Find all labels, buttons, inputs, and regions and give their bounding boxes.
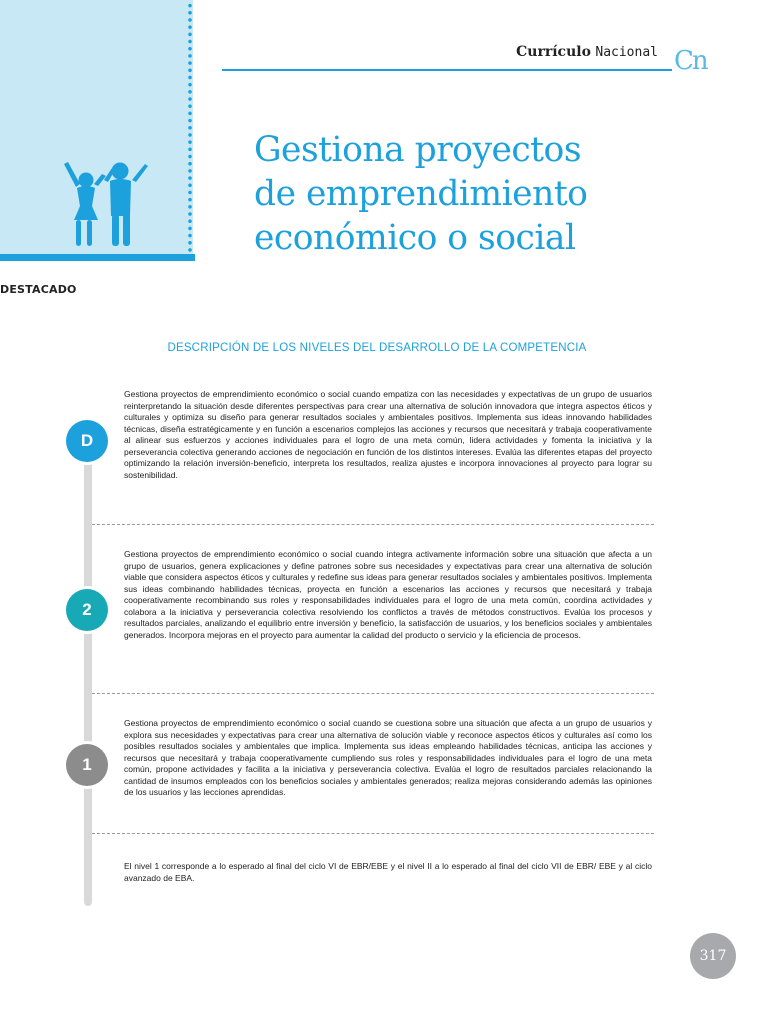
title-line-3: económico o social — [254, 218, 576, 258]
section-label: DESTACADO — [0, 283, 77, 296]
page-title — [254, 128, 724, 260]
panel-accent-bar — [0, 254, 195, 261]
level-badge-d: D — [66, 420, 108, 462]
dotted-border — [187, 2, 193, 254]
brand-title — [516, 44, 658, 60]
section-heading: DESCRIPCIÓN DE LOS NIVELES DEL DESARROLLO DE LA COMPETENCIA — [167, 342, 587, 354]
divider — [92, 833, 654, 834]
footnote: El nivel 1 corresponde a lo esperado al final del ciclo VI de EBR/EBE y el nivel II a lo esperado al final del ciclo VII de EBR/ EBE y al ciclo avanzado de EBA. — [124, 861, 652, 883]
brand-light: Nacional — [595, 45, 658, 60]
title-line-2: de emprendimiento — [254, 174, 588, 214]
level-2-description: Gestiona proyectos de emprendimiento económico o social cuando integra activamente información sobre una situación que afecta a un grupo de usuarios, genera explicaciones y define patrones sobre sus necesidades y expectativas para crear una alternativa de solución viable que considera aspectos éticos y culturales y redefine sus ideas para generar resultados sociales y ambientales positivos. Implementa sus ideas combinando habilidades técnicas, proyecta en función a escenarios las acciones y recursos que necesitará y trabaja cooperativamente recombinando sus roles y responsabilidades individuales para el logro de una meta común, coordina actividades y colabora a la iniciativa y perseverancia colectiva resolviendo los conflictos a través de métodos constructivos. Evalúa los procesos y resultados parciales, analizando el equilibrio entre inversión y beneficio, la satisfacción de usuarios, y los beneficios sociales y ambientales generados. Incorpora mejoras en el proyecto para aumentar la calidad del producto o servicio y la eficiencia de procesos. — [124, 549, 652, 640]
sidebar-panel — [0, 0, 193, 254]
header-rule — [222, 69, 672, 71]
level-d-description: Gestiona proyectos de emprendimiento económico o social cuando empatiza con las necesidades y expectativas de un grupo de usuarios reinterpretando la situación desde diferentes perspectivas para crear una alternativa de solución innovadora que integra aspectos éticos y culturales y optimiza su diseño para generar resultados sociales y ambientales positivos. Implementa sus ideas innovando habilidades técnicas, diseña estratégicamente y en función a escenarios complejos las acciones y recursos que necesitará y trabaja cooperativamente al alinear sus esfuerzos y acciones individuales para el logro de una meta común, lidera actividades y fomenta la iniciativa y la perseverancia colectiva generando acciones de negociación en función de los distintos intereses. Evalúa las diferentes etapas del proyecto optimizando la relación inversión-beneficio, interpreta los resultados, realiza ajustes e incorpora innovaciones al proyecto para lograr su sostenibilidad. — [124, 389, 652, 480]
divider — [92, 693, 654, 694]
level-badge-2: 2 — [66, 589, 108, 631]
brand-bold: Currículo — [516, 44, 591, 60]
title-line-1: Gestiona proyectos — [254, 130, 582, 170]
divider — [92, 524, 654, 525]
cn-logo: Cn — [674, 46, 707, 76]
level-badge-1: 1 — [66, 744, 108, 786]
timeline-line — [84, 440, 92, 906]
page-number: 317 — [690, 933, 736, 979]
level-1-description: Gestiona proyectos de emprendimiento económico o social cuando se cuestiona sobre una situación que afecta a un grupo de usuarios y explora sus necesidades y expectativas para crear una alternativa de solución viable y reconoce aspectos éticos y culturales así como los posibles resultados sociales y ambientales que implica. Implementa sus ideas empleando habilidades técnicas, anticipa las acciones y recursos que necesitará y trabaja cooperativamente cumpliendo sus roles y responsabilidades individuales para el logro de una meta común, propone actividades y facilita a la iniciativa y perseverancia colectiva. Evalúa el logro de resultados parciales relacionando la cantidad de insumos empleados con los beneficios sociales y ambientales generados; realiza mejoras considerando además las opiniones de los usuarios y las lecciones aprendidas. — [124, 718, 652, 797]
children-icon — [58, 160, 152, 252]
